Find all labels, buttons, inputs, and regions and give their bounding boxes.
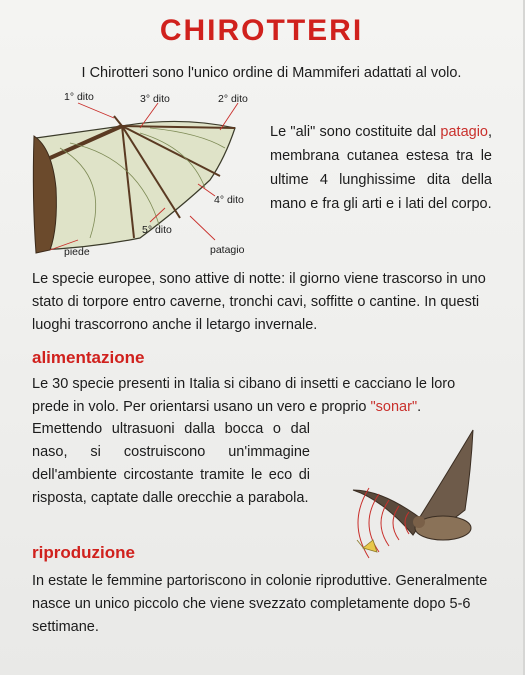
- notte-paragraph: Le specie europee, sono attive di notte: il giorno viene trascorso in uno stato di torpore entro caverne, tronchi cavi, soffitte o cantine. In questi luoghi trascorrono anche il letargo invernale.: [32, 271, 486, 333]
- ali-description: [270, 120, 492, 216]
- wing-illustration: [30, 88, 262, 263]
- sonar-paragraph: Emettendo ultrasuoni dalla bocca o dal naso, si costruiscono un'immagine dell'ambiente circostante tramite le eco di risposta, captate dalle orecchie a parabola.: [32, 421, 310, 506]
- riproduzione-paragraph: In estate le femmine partoriscono in colonie riproduttive. Generalmente nasce un unico piccolo che viene svezzato completamente dopo 5-6 settimane.: [32, 573, 488, 635]
- ali-text-pre: Le "ali" sono costituite dal: [270, 124, 437, 140]
- ali-patagio-term: patagio: [440, 124, 488, 140]
- label-dito-3: 3° dito: [140, 93, 170, 105]
- sonar-term: "sonar": [370, 399, 418, 415]
- label-dito-5: 5° dito: [142, 224, 172, 236]
- label-dito-4: 4° dito: [214, 194, 244, 206]
- label-dito-1: 1° dito: [64, 91, 94, 103]
- wing-diagram: [30, 88, 262, 263]
- alimentazione-heading: alimentazione: [32, 348, 145, 367]
- intro-text: I Chirotteri sono l'unico ordine di Mammiferi adattati al volo.: [81, 65, 462, 81]
- alimentazione-paragraph: [32, 373, 494, 419]
- alimentazione-text-pre: Le 30 specie presenti in Italia si cibano di insetti e cacciano le loro prede in volo. Per orientarsi usano un vero e proprio: [32, 376, 456, 415]
- riproduzione-heading: riproduzione: [32, 543, 135, 562]
- page-title: CHIROTTERI: [159, 14, 364, 47]
- label-patagio: patagio: [210, 244, 245, 256]
- label-piede: piede: [64, 246, 90, 258]
- bat-sonar-illustration: [343, 420, 503, 580]
- ali-text-post: , membrana cutanea estesa tra le ultime 4 lunghissime dita della mano e fra gli arti e i lati del corpo.: [270, 124, 493, 212]
- alimentazione-text-post: .: [417, 399, 422, 415]
- label-dito-2: 2° dito: [218, 93, 248, 105]
